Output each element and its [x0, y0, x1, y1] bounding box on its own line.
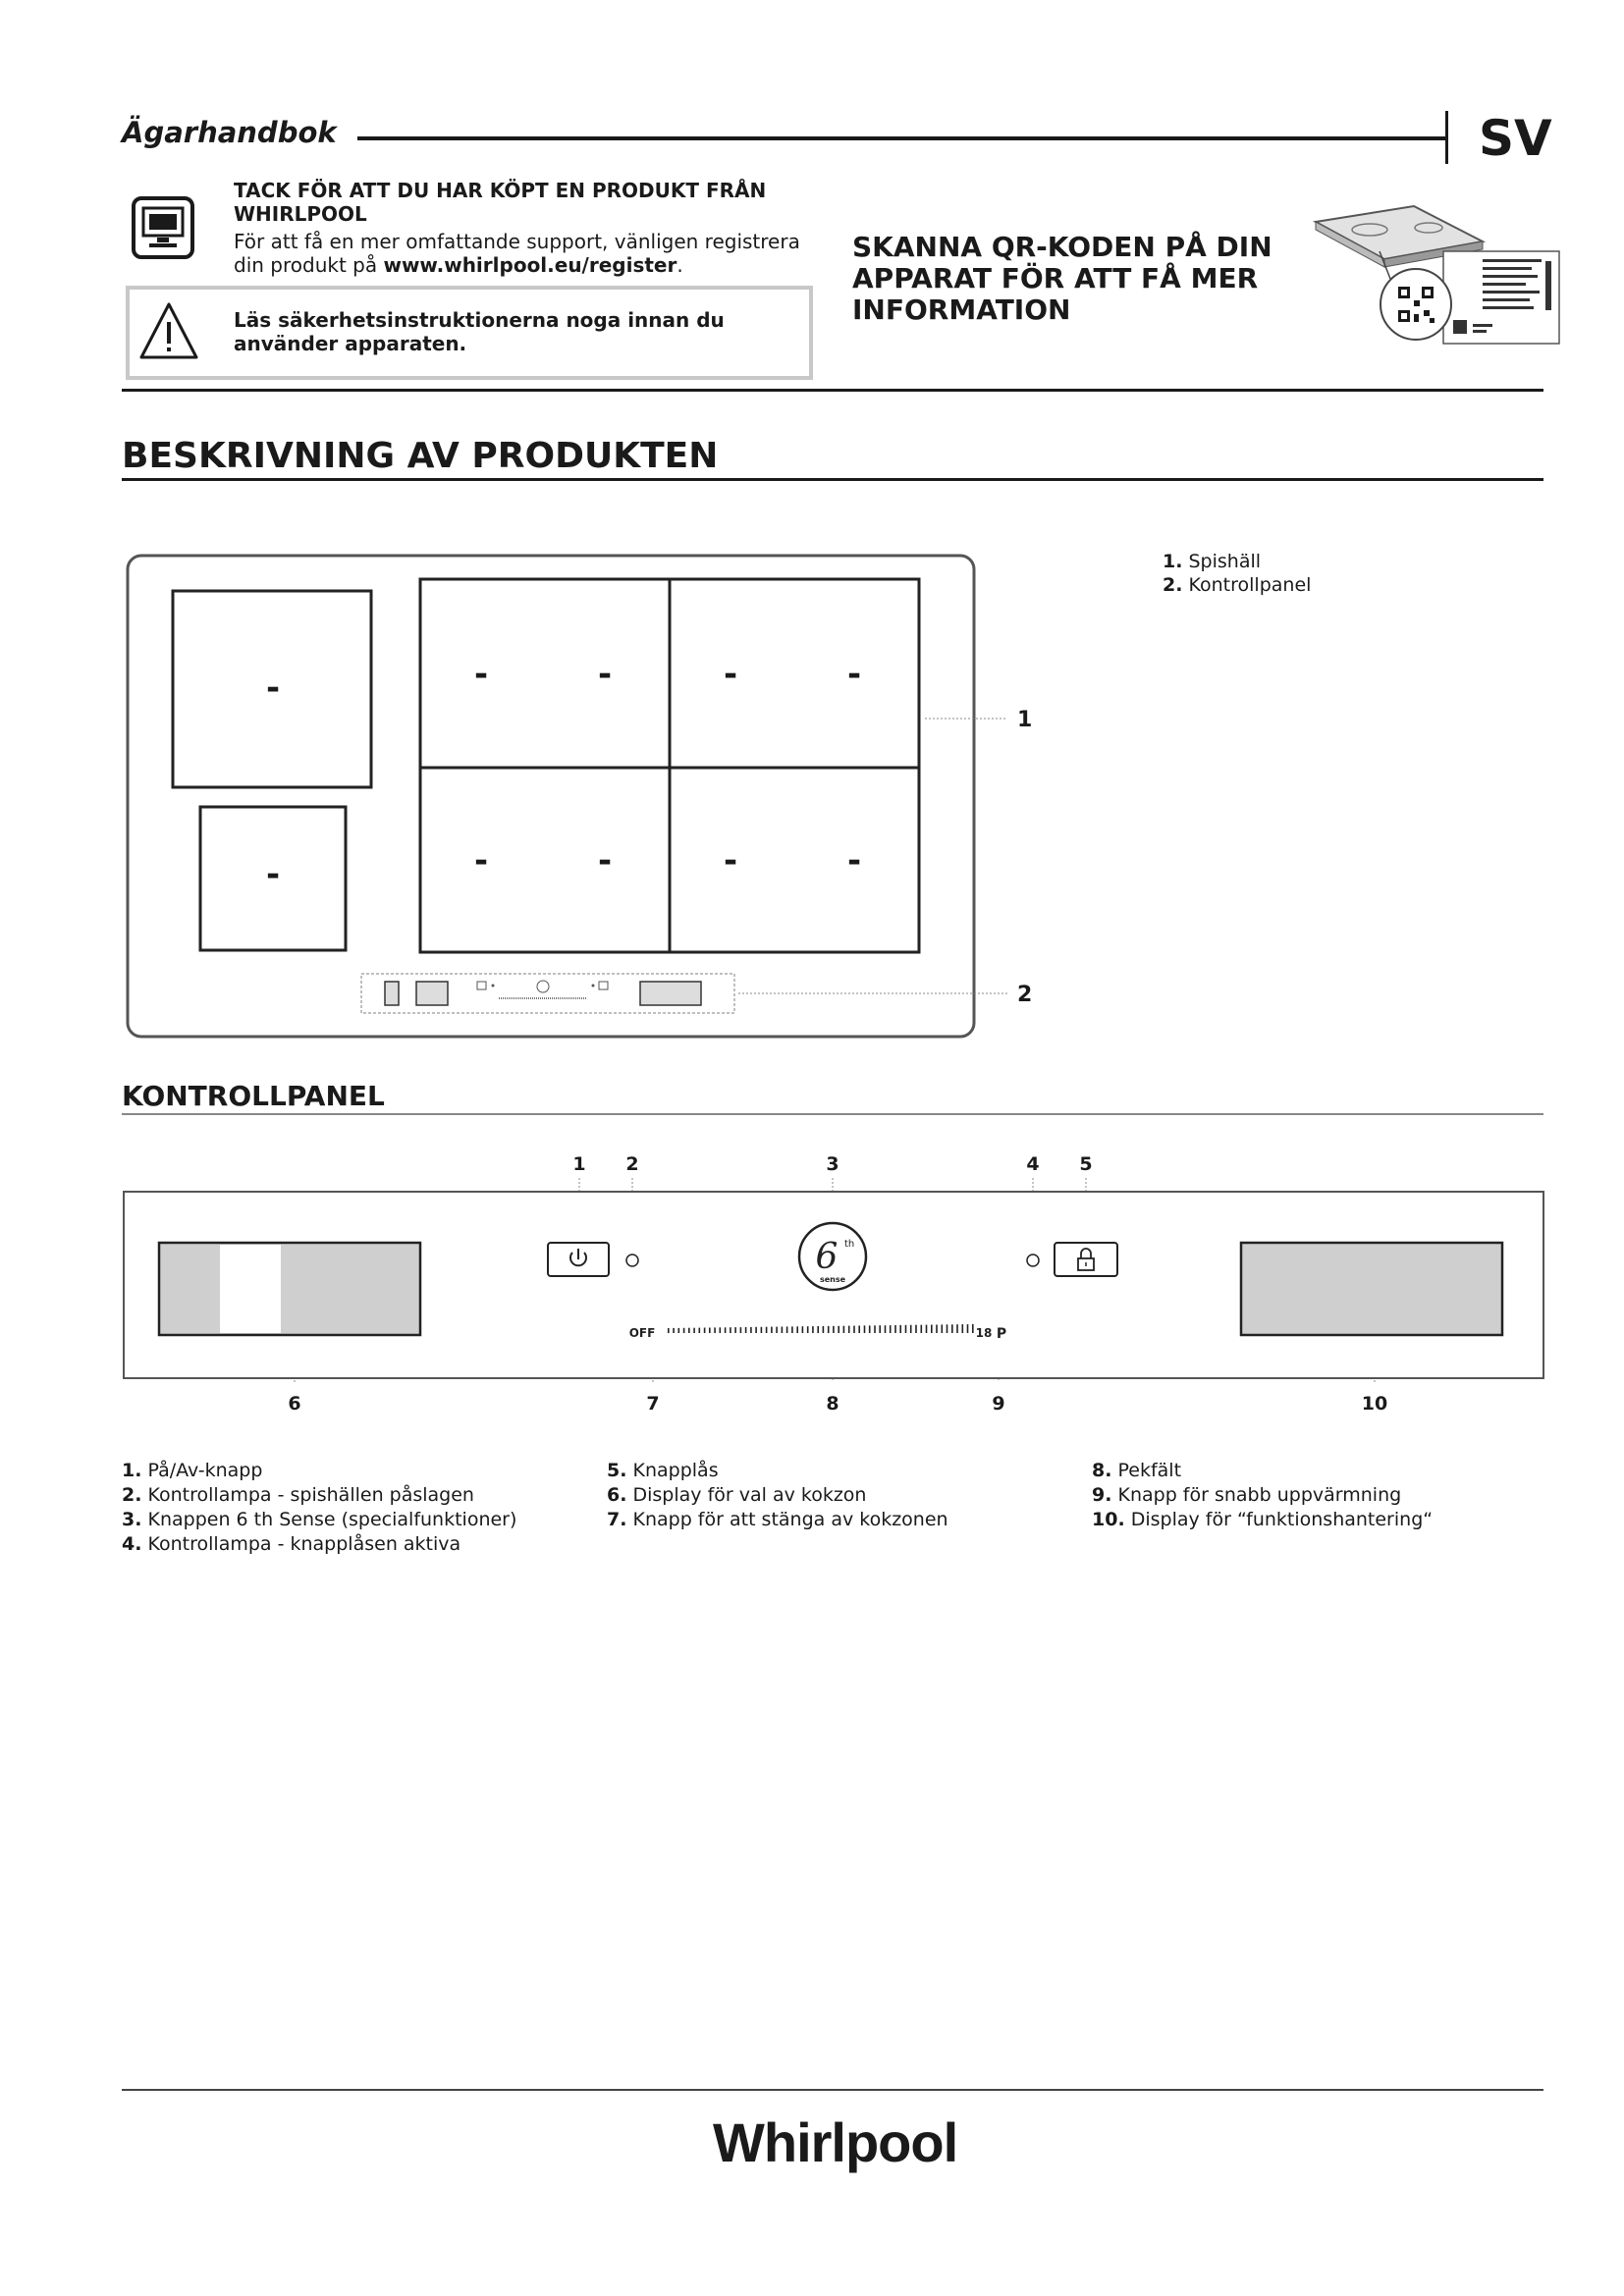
- zone-mark: -: [265, 855, 281, 894]
- legend-item: 8. Pekfält: [1092, 1460, 1182, 1481]
- callout-number: 4: [1026, 1153, 1040, 1175]
- callout-number: 7: [646, 1393, 660, 1415]
- callout-number: 9: [992, 1393, 1005, 1415]
- slider-tick: [972, 1324, 974, 1333]
- slider-tick: [885, 1325, 887, 1333]
- support-prefix: För att få en mer omfattande support, vänligen registrera din produkt på: [234, 230, 800, 277]
- section-rule: [122, 478, 1543, 481]
- slider-tick: [740, 1327, 742, 1333]
- slider-tick: [894, 1325, 896, 1333]
- support-suffix: .: [677, 253, 683, 277]
- zone-mark: -: [473, 841, 489, 881]
- legend-item: 5. Knapplås: [607, 1460, 719, 1481]
- hob-diagram: [122, 550, 1064, 1054]
- zone-mark: -: [597, 841, 613, 881]
- slider-tick: [766, 1327, 768, 1333]
- slider-tick: [879, 1325, 881, 1333]
- zone-mark: -: [846, 841, 862, 881]
- control-panel-title: KONTROLLPANEL: [122, 1080, 385, 1112]
- callout-number: 2: [625, 1153, 639, 1175]
- slider-tick: [823, 1326, 825, 1333]
- qr-label-illustration: [1306, 202, 1561, 363]
- zone-mark: -: [723, 841, 738, 881]
- slider-tick: [853, 1326, 855, 1333]
- slider-tick: [812, 1326, 814, 1333]
- slider-tick: [926, 1325, 928, 1333]
- callout-number: 2: [1017, 983, 1033, 1007]
- header-rule: [357, 136, 1445, 140]
- slider-tick: [688, 1328, 690, 1333]
- legend-item: 4. Kontrollampa - knapplåsen aktiva: [122, 1533, 461, 1555]
- legend-item: 2. Kontrollpanel: [1163, 574, 1312, 596]
- brand-logo: Whirlpool: [713, 2111, 958, 2173]
- support-text: [234, 230, 813, 277]
- slider-tick: [730, 1327, 731, 1333]
- slider-tick: [817, 1326, 819, 1333]
- monitor-icon: [132, 196, 194, 263]
- slider-tick: [947, 1324, 948, 1333]
- document-label: Ägarhandbok: [122, 116, 337, 149]
- sixth-sense-button[interactable]: [799, 1223, 866, 1290]
- control-legend-column: [122, 1459, 516, 1557]
- slider-tick: [750, 1327, 752, 1333]
- slider-tick: [848, 1326, 850, 1333]
- callout-number: 8: [826, 1393, 839, 1415]
- slider-tick: [869, 1325, 871, 1333]
- slider-tick: [714, 1327, 716, 1333]
- slider-tick: [931, 1325, 933, 1334]
- slider-tick: [843, 1326, 845, 1333]
- slider-tick: [956, 1324, 958, 1333]
- slider-tick: [761, 1327, 763, 1333]
- zone-mark: -: [473, 655, 489, 694]
- slider-tick: [838, 1326, 839, 1333]
- slider-tick: [693, 1328, 695, 1333]
- legend-item: 7. Knapp för att stänga av kokzonen: [607, 1509, 948, 1530]
- slider-tick: [899, 1325, 901, 1333]
- slider-tick: [858, 1326, 860, 1334]
- zone-selection-display: [159, 1243, 420, 1335]
- header-bottom-rule: [122, 389, 1543, 392]
- qr-instruction: SKANNA QR-KODEN PÅ DIN APPARAT FÖR ATT FÅ MER INFORMATION: [852, 231, 1272, 326]
- control-legend-column: [1092, 1459, 1433, 1532]
- control-panel-diagram: [122, 1148, 1545, 1437]
- callout-number: 10: [1361, 1393, 1388, 1415]
- lock-button[interactable]: [1055, 1243, 1117, 1276]
- callout-number: 3: [826, 1153, 839, 1175]
- header-divider: [1445, 111, 1448, 164]
- slider-tick: [734, 1327, 736, 1333]
- legend-item: 9. Knapp för snabb uppvärmning: [1092, 1484, 1402, 1506]
- slider-tick: [915, 1325, 917, 1333]
- slider-tick: [942, 1324, 944, 1333]
- callout-number: 6: [288, 1393, 301, 1415]
- function-display: [1241, 1243, 1502, 1335]
- power-button[interactable]: [548, 1243, 609, 1276]
- section-title: BESKRIVNING AV PRODUKTEN: [122, 436, 719, 476]
- slider-tick: [921, 1325, 923, 1333]
- slider-tick: [776, 1327, 778, 1333]
- slider-tick: [673, 1328, 675, 1333]
- boost-button-label: P: [996, 1326, 1007, 1342]
- slider-tick: [720, 1327, 722, 1333]
- slider-tick: [771, 1327, 773, 1333]
- control-panel-rule: [122, 1113, 1543, 1115]
- svg-text:6: 6: [815, 1237, 839, 1277]
- legend-item: 1. På/Av-knapp: [122, 1460, 263, 1481]
- slider-tick: [905, 1325, 907, 1333]
- warning-icon: [137, 300, 200, 365]
- register-link[interactable]: www.whirlpool.eu/register: [383, 253, 677, 277]
- slider-tick: [709, 1328, 711, 1334]
- slider-tick: [683, 1328, 685, 1333]
- svg-text:sense: sense: [819, 1275, 846, 1284]
- slider-tick: [725, 1327, 727, 1333]
- language-code: SV: [1479, 110, 1552, 167]
- legend-item: 10. Display för “funktionshantering“: [1092, 1509, 1434, 1530]
- slider-tick: [807, 1326, 809, 1333]
- legend-item: 2. Kontrollampa - spishällen påslagen: [122, 1484, 474, 1506]
- safety-text: Läs säkerhetsinstruktionerna noga innan du använder apparaten.: [234, 308, 725, 355]
- slider-tick: [802, 1326, 804, 1333]
- product-legend: [1163, 550, 1311, 597]
- slider-tick: [786, 1326, 788, 1333]
- zone-mark: -: [265, 668, 281, 708]
- thanks-title: TACK FÖR ATT DU HAR KÖPT EN PRODUKT FRÅN WHIRLPOOL: [234, 179, 767, 226]
- control-legend-column: [607, 1459, 948, 1532]
- slider-max-label: 18: [975, 1326, 993, 1340]
- slider-tick: [967, 1324, 969, 1333]
- callout-number: 1: [572, 1153, 586, 1175]
- slider-tick: [864, 1325, 866, 1333]
- zone-mark: -: [846, 655, 862, 694]
- lock-indicator-light: [1027, 1255, 1039, 1266]
- slider-tick: [699, 1328, 701, 1333]
- slider-tick: [796, 1326, 798, 1333]
- legend-item: 3. Knappen 6 th Sense (specialfunktioner): [122, 1509, 517, 1530]
- slider-tick: [668, 1328, 670, 1333]
- slider-tick: [745, 1327, 747, 1333]
- slider-tick: [755, 1327, 757, 1333]
- slider-tick: [833, 1326, 835, 1333]
- slider-tick: [962, 1324, 964, 1333]
- zone-mark: -: [723, 655, 738, 694]
- callout-number: 1: [1017, 708, 1033, 732]
- slider-tick: [678, 1328, 680, 1333]
- callout-number: 5: [1079, 1153, 1093, 1175]
- slider-tick: [910, 1325, 912, 1333]
- slider-tick: [782, 1327, 784, 1334]
- slider-tick: [828, 1326, 830, 1333]
- slider-tick: [874, 1325, 876, 1333]
- slider-tick: [936, 1325, 938, 1334]
- slider-off-label: OFF: [628, 1326, 656, 1340]
- slider-tick: [890, 1325, 892, 1333]
- legend-item: 6. Display för val av kokzon: [607, 1484, 867, 1506]
- slider-tick: [791, 1326, 793, 1333]
- svg-text:th: th: [844, 1239, 855, 1250]
- power-indicator-light: [626, 1255, 638, 1266]
- footer-rule: [122, 2089, 1543, 2091]
- zone-mark: -: [597, 655, 613, 694]
- slider-tick: [704, 1328, 706, 1334]
- legend-item: 1. Spishäll: [1163, 551, 1262, 572]
- slider-tick: [951, 1324, 953, 1333]
